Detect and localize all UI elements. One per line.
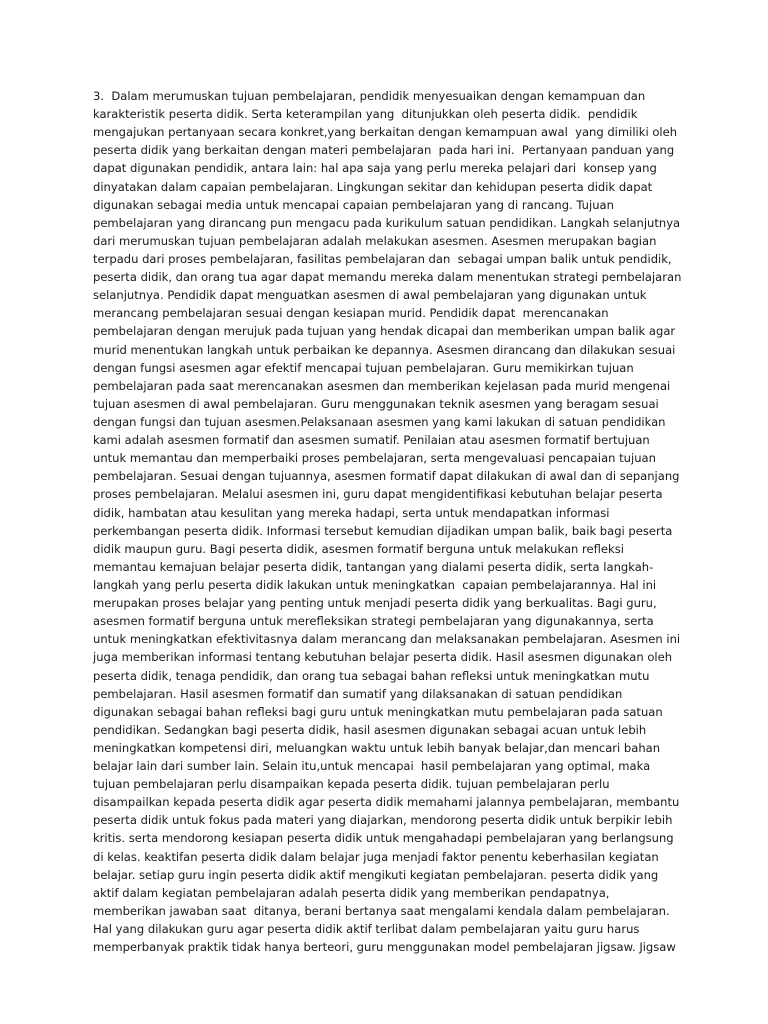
text-line: dari merumuskan tujuan pembelajaran adalah melakukan asesmen. Asesmen merupakan bagian [93, 233, 657, 248]
text-line: digunakan sebagai bahan refleksi bagi guru untuk meningkatkan mutu pembelajaran pada satuan [93, 704, 663, 719]
text-line: meningkatkan kompetensi diri, meluangkan waktu untuk lebih banyak belajar,dan mencari bahan [93, 740, 661, 755]
text-line: di kelas. keaktifan peserta didik dalam belajar juga menjadi faktor penentu keberhasilan kegiatan [93, 849, 659, 864]
text-line: belajar. setiap guru ingin peserta didik aktif mengikuti kegiatan pembelajaran. peserta didik yang [93, 867, 659, 882]
text-line: murid menentukan langkah untuk perbaikan ke depannya. Asesmen dirancang dan dilakukan sesuai [93, 342, 676, 357]
text-line: untuk meningkatkan efektivitasnya dalam merancang dan melaksanakan pembelajaran. Asesmen ini [93, 632, 681, 647]
text-line: belajar lain dari sumber lain. Selain itu,untuk mencapai hasil pembelajaran yang optimal, maka [93, 759, 651, 774]
text-line: dapat digunakan pendidik, antara lain: hal apa saja yang perlu mereka pelajari dari konsep yang [93, 161, 657, 176]
text-line: selanjutnya. Pendidik dapat menguatkan asesmen di awal pembelajaran yang digunakan untuk [93, 288, 647, 303]
text-line: memberikan jawaban saat ditanya, berani bertanya saat mengalami kendala dalam pembelajaran. [93, 903, 670, 918]
text-line: Hal yang dilakukan guru agar peserta didik aktif terlibat dalam pembelajaran yaitu guru harus [93, 922, 640, 937]
text-line: langkah yang perlu peserta didik lakukan untuk meningkatkan capaian pembelajarannya. Hal ini [93, 577, 657, 592]
text-line: didik maupun guru. Bagi peserta didik, asesmen formatif berguna untuk melakukan refleksi [93, 541, 624, 556]
text-line: kami adalah asesmen formatif dan asesmen sumatif. Penilaian atau asesmen formatif bertujuan [93, 433, 650, 448]
text-line: pembelajaran pada saat merencanakan asesmen dan memberikan kejelasan pada murid mengenai [93, 378, 671, 393]
text-line: juga memberikan informasi tentang kebutuhan belajar peserta didik. Hasil asesmen digunakan oleh [93, 650, 673, 665]
text-line: kritis. serta mendorong kesiapan peserta didik untuk mengahadapi pembelajaran yang berlangsung [93, 831, 674, 846]
text-line: merupakan proses belajar yang penting untuk menjadi peserta didik yang berkualitas. Bagi guru, [93, 596, 657, 611]
text-line: digunakan sebagai media untuk mencapai capaian pembelajaran yang di rancang. Tujuan [93, 197, 614, 212]
text-line: dengan fungsi asesmen agar efektif mencapai tujuan pembelajaran. Guru memikirkan tujuan [93, 360, 634, 375]
text-line: asesmen formatif berguna untuk merefleksikan strategi pembelajaran yang digunakannya, serta [93, 614, 654, 629]
text-line: pendidikan. Sedangkan bagi peserta didik, hasil asesmen digunakan sebagai acuan untuk lebih [93, 722, 647, 737]
text-line: pembelajaran dengan merujuk pada tujuan yang hendak dicapai dan memberikan umpan balik agar [93, 324, 676, 339]
text-line: pembelajaran. Hasil asesmen formatif dan sumatif yang dilaksanakan di satuan pendidikan [93, 686, 623, 701]
text-line: aktif dalam kegiatan pembelajaran adalah peserta didik yang memberikan pendapatnya, [93, 885, 610, 900]
body-text [93, 87, 693, 956]
text-line: pembelajaran yang dirancang pun mengacu pada kurikulum satuan pendidikan. Langkah selanjutnya [93, 215, 681, 230]
text-line: memantau kemajuan belajar peserta didik, tantangan yang dialami peserta didik, serta langkah- [93, 559, 654, 574]
text-line: perkembangan peserta didik. Informasi tersebut kemudian dijadikan umpan balik, baik bagi peserta [93, 523, 673, 538]
text-line: proses pembelajaran. Melalui asesmen ini, guru dapat mengidentifikasi kebutuhan belajar peserta [93, 487, 663, 502]
text-line: tujuan pembelajaran perlu disampaikan kepada peserta didik. tujuan pembelajaran perlu [93, 777, 610, 792]
text-line: pembelajaran. Sesuai dengan tujuannya, asesmen formatif dapat dilakukan di awal dan di sepanjang [93, 469, 680, 484]
text-line: 3. Dalam merumuskan tujuan pembelajaran, pendidik menyesuaikan dengan kemampuan dan [93, 89, 646, 103]
text-line: karakteristik peserta didik. Serta keterampilan yang ditunjukkan oleh peserta didik. pendidik [93, 107, 638, 122]
text-line: memperbanyak praktik tidak hanya berteori, guru menggunakan model pembelajaran jigsaw. Jigsaw [93, 940, 676, 955]
text-line: terpadu dari proses pembelajaran, fasilitas pembelajaran dan sebagai umpan balik untuk pendidik, [93, 251, 672, 266]
text-line: dengan fungsi dan tujuan asesmen.Pelaksanaan asesmen yang kami lakukan di satuan pendidikan [93, 414, 666, 429]
text-line: untuk memantau dan memperbaiki proses pembelajaran, serta mengevaluasi pencapaian tujuan [93, 451, 656, 466]
text-line: peserta didik, tenaga pendidik, dan orang tua sebagai bahan refleksi untuk meningkatkan mutu [93, 668, 650, 683]
text-line: mengajukan pertanyaan secara konkret,yang berkaitan dengan kemampuan awal yang dimiliki oleh [93, 125, 678, 140]
text-line: didik, hambatan atau kesulitan yang mereka hadapi, serta untuk mendapatkan informasi [93, 505, 610, 520]
text-line: peserta didik yang berkaitan dengan materi pembelajaran pada hari ini. Pertanyaan panduan yang [93, 143, 675, 158]
text-line: tujuan asesmen di awal pembelajaran. Guru menggunakan teknik asesmen yang beragam sesuai [93, 396, 659, 411]
text-line: peserta didik untuk fokus pada materi yang diajarkan, mendorong peserta didik untuk berpikir lebih [93, 813, 673, 828]
text-line: merancang pembelajaran sesuai dengan kesiapan murid. Pendidik dapat merencanakan [93, 306, 609, 321]
text-line: dinyatakan dalam capaian pembelajaran. Lingkungan sekitar dan kehidupan peserta didik dapat [93, 179, 653, 194]
text-line: peserta didik, dan orang tua agar dapat memandu mereka dalam menentukan strategi pembelajaran [93, 270, 682, 285]
text-line: disampailkan kepada peserta didik agar peserta didik memahami jalannya pembelajaran, membantu [93, 795, 680, 810]
